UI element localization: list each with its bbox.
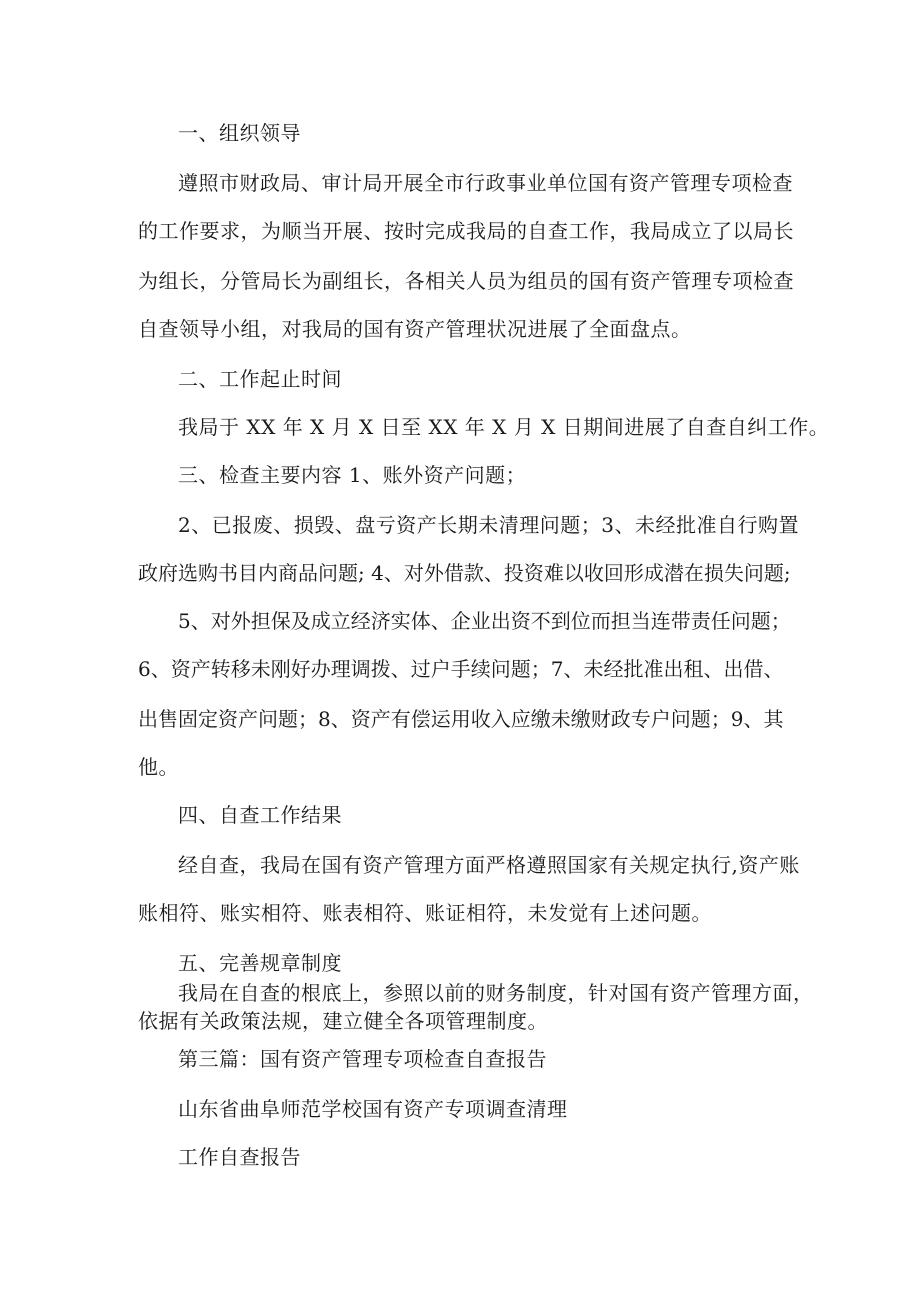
section-heading-4: 四、自查工作结果 — [178, 803, 342, 827]
paragraph-line: 遵照市财政局、审计局开展全市行政事业单位国有资产管理专项检查 — [178, 171, 793, 195]
paragraph-line: 的工作要求，为顺当开展、按时完成我局的自查工作，我局成立了以局长 — [138, 219, 794, 243]
paragraph-line: 自查领导小组，对我局的国有资产管理状况进展了全面盘点。 — [138, 317, 692, 341]
paragraph-line: 我局于 XX 年 X 月 X 日至 XX 年 X 月 X 日期间进展了自查自纠工作。 — [178, 415, 830, 439]
paragraph-line: 出售固定资产问题；8、资产有偿运用收入应缴未缴财政专户问题；9、其 — [138, 707, 784, 731]
section-heading-2: 二、工作起止时间 — [178, 367, 342, 391]
report-title-line: 山东省曲阜师范学校国有资产专项调查清理 — [178, 1097, 568, 1121]
paragraph-line: 6、资产转移未刚好办理调拨、过户手续问题；7、未经批准出租、出借、 — [138, 657, 784, 681]
paragraph-line: 政府选购书目内商品问题; 4、对外借款、投资难以收回形成潜在损失问题; — [138, 561, 791, 585]
paragraph-line: 经自查，我局在国有资产管理方面严格遵照国家有关规定执行,资产账 — [178, 853, 800, 877]
paragraph-line: 2、已报废、损毁、盘亏资产长期未清理问题；3、未经批准自行购置 — [178, 513, 799, 537]
paragraph-line: 5、对外担保及成立经济实体、企业出资不到位而担当连带责任问题； — [178, 609, 791, 633]
section-heading-1: 一、组织领导 — [178, 121, 301, 145]
paragraph-line: 他。 — [138, 755, 179, 779]
chapter-heading: 第三篇：国有资产管理专项检查自查报告 — [178, 1047, 547, 1071]
paragraph-line: 依据有关政策法规，建立健全各项管理制度。 — [138, 1009, 548, 1033]
section-heading-3: 三、检查主要内容 1、账外资产问题； — [178, 463, 527, 487]
paragraph-line: 为组长，分管局长为副组长，各相关人员为组员的国有资产管理专项检查 — [138, 269, 794, 293]
report-title-line: 工作自查报告 — [178, 1145, 301, 1169]
paragraph-line: 账相符、账实相符、账表相符、账证相符，未发觉有上述问题。 — [138, 901, 712, 925]
section-heading-5: 五、完善规章制度 — [178, 951, 342, 975]
paragraph-line: 我局在自查的根底上，参照以前的财务制度，针对国有资产管理方面， — [178, 981, 814, 1005]
